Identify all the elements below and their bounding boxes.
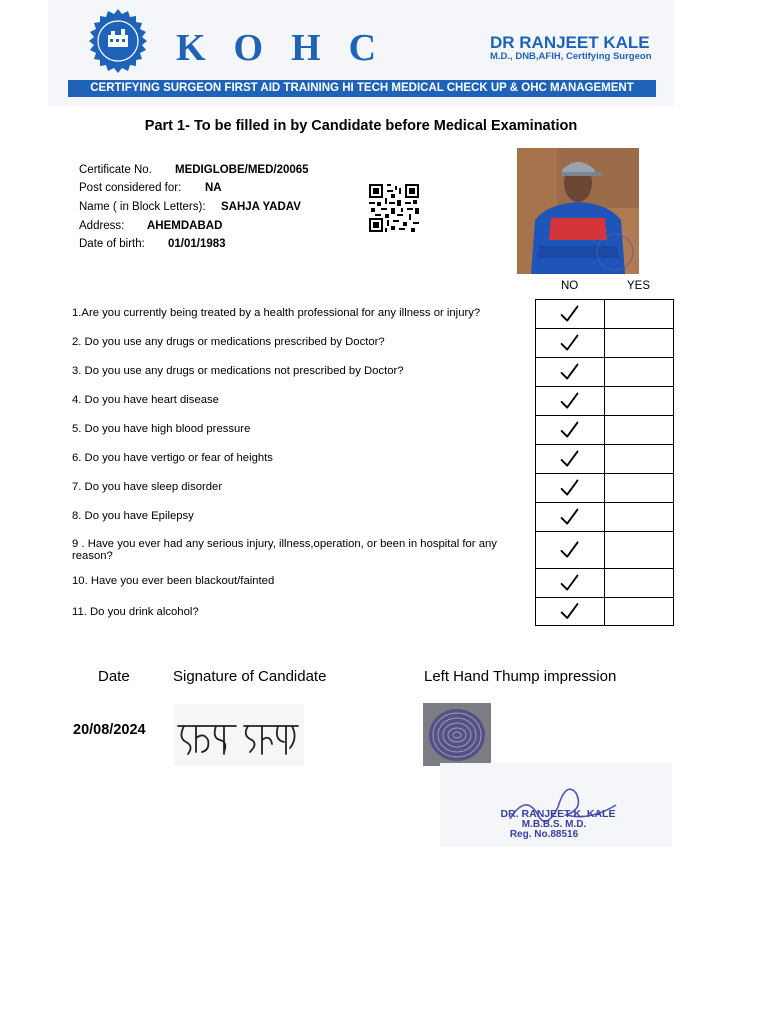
checkmark-icon <box>536 387 604 415</box>
no-cell <box>535 386 605 416</box>
checkmark-icon <box>536 358 604 386</box>
yes-column-header: YES <box>627 280 651 292</box>
no-cell <box>535 473 605 503</box>
yes-cell <box>604 473 674 503</box>
kohc-logo <box>84 9 152 77</box>
brand-name: KOHC <box>176 27 405 69</box>
question-3: 3. Do you use any drugs or medications not prescribed by Doctor? <box>72 365 404 377</box>
qr-code <box>369 184 419 232</box>
no-cell <box>535 328 605 358</box>
certificate-label: Certificate No. <box>79 164 152 176</box>
yes-cell <box>604 299 674 329</box>
checkmark-icon <box>536 300 604 328</box>
candidate-signature <box>174 704 304 766</box>
yes-cell <box>604 386 674 416</box>
doctor-stamp-signature <box>440 763 672 847</box>
yes-cell <box>604 328 674 358</box>
yes-cell <box>604 597 674 626</box>
no-column-header: NO <box>561 280 579 292</box>
post-value: NA <box>205 182 222 194</box>
stamp-registration: Reg. No.88516 <box>509 829 579 840</box>
candidate-photo <box>517 148 639 274</box>
checkmark-icon <box>536 416 604 444</box>
no-cell <box>535 502 605 532</box>
certificate-value: MEDIGLOBE/MED/20065 <box>175 164 309 176</box>
question-6: 6. Do you have vertigo or fear of heights <box>72 452 273 464</box>
address-label: Address: <box>79 220 125 232</box>
no-cell <box>535 444 605 474</box>
dob-label: Date of birth: <box>79 238 145 250</box>
page-title: Part 1- To be filled in by Candidate before Medical Examination <box>144 118 578 134</box>
checkmark-icon <box>536 503 604 531</box>
address-value: AHEMDABAD <box>147 220 223 232</box>
question-2: 2. Do you use any drugs or medications prescribed by Doctor? <box>72 336 385 348</box>
no-cell <box>535 568 605 598</box>
name-value: SAHJA YADAV <box>221 201 301 213</box>
name-label: Name ( in Block Letters): <box>79 201 206 213</box>
doctor-qualifications: M.D., DNB,AFIH, Certifying Surgeon <box>490 51 652 62</box>
question-5: 5. Do you have high blood pressure <box>72 423 251 435</box>
no-cell <box>535 415 605 445</box>
signature-label: Signature of Candidate <box>173 668 327 685</box>
question-4: 4. Do you have heart disease <box>72 394 219 406</box>
yes-cell <box>604 444 674 474</box>
date-label: Date <box>98 668 130 685</box>
no-cell <box>535 299 605 329</box>
dob-value: 01/01/1983 <box>168 238 226 250</box>
yes-cell <box>604 568 674 598</box>
signature-date: 20/08/2024 <box>73 722 146 738</box>
doctor-name: DR RANJEET KALE <box>490 33 650 52</box>
stamp-name: DR. RANJEET K. KALE <box>500 808 616 820</box>
question-7: 7. Do you have sleep disorder <box>72 481 223 493</box>
yes-cell <box>604 531 674 569</box>
question-10: 10. Have you ever been blackout/fainted <box>72 575 275 587</box>
question-11: 11. Do you drink alcohol? <box>72 606 199 618</box>
yes-cell <box>604 357 674 387</box>
no-cell <box>535 597 605 626</box>
letterhead-tagline: CERTIFYING SURGEON FIRST AID TRAINING HI TECH MEDICAL CHECK UP & OHC MANAGEMENT <box>68 80 656 97</box>
checkmark-icon <box>536 329 604 357</box>
no-cell <box>535 357 605 387</box>
question-9: 9 . Have you ever had any serious injury, illness,operation, or been in hospital for any reason? <box>72 538 497 562</box>
checkmark-icon <box>536 569 604 597</box>
checkmark-icon <box>536 445 604 473</box>
no-cell <box>535 531 605 569</box>
question-1: 1.Are you currently being treated by a health professional for any illness or injury? <box>72 307 481 319</box>
stamp-degree: M.B.B.S. M.D. <box>521 819 587 830</box>
checkmark-icon <box>536 598 604 625</box>
yes-cell <box>604 415 674 445</box>
question-8: 8. Do you have Epilepsy <box>72 510 194 522</box>
thumb-impression <box>423 703 491 766</box>
post-label: Post considered for: <box>79 182 182 194</box>
yes-cell <box>604 502 674 532</box>
thumb-impression-label: Left Hand Thump impression <box>424 668 617 685</box>
checkmark-icon <box>536 474 604 502</box>
checkmark-icon <box>536 532 604 568</box>
